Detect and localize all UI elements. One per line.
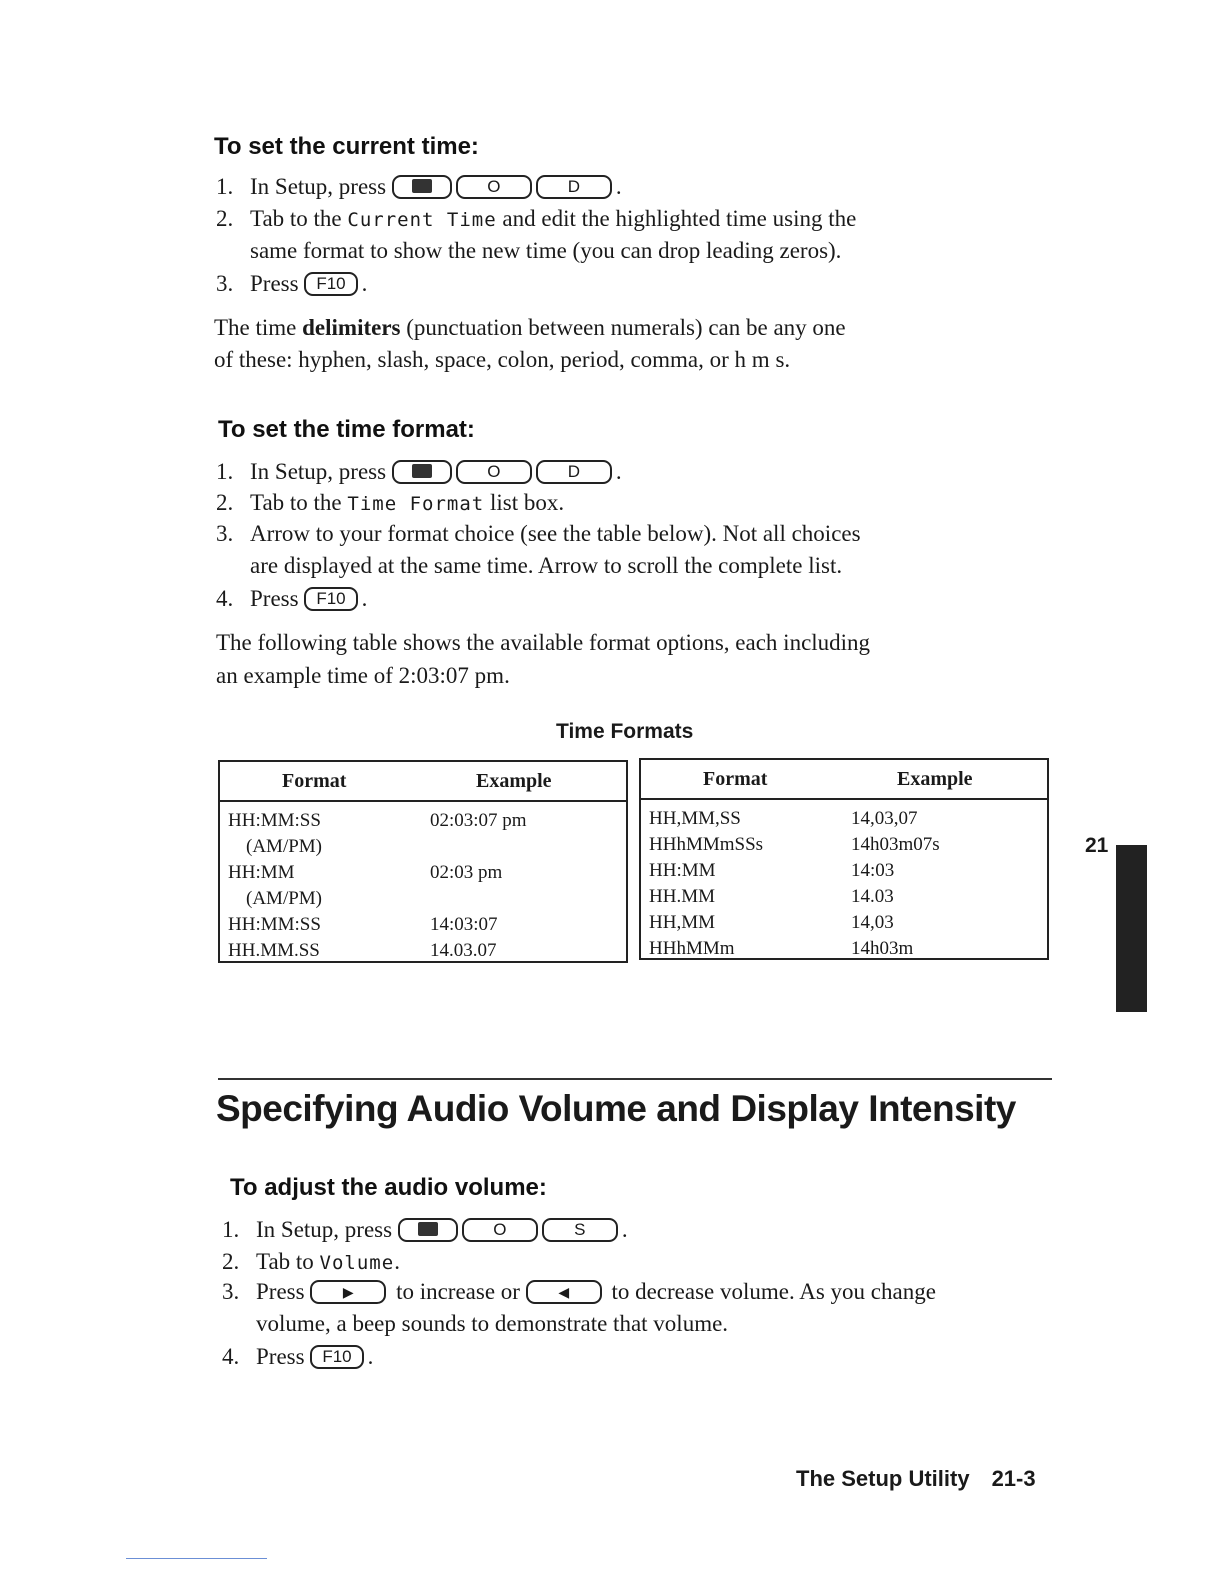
format-cell: HH:MM [649,860,716,881]
step-number: 1. [222,1217,240,1242]
table-row [220,912,626,938]
section-title: Specifying Audio Volume and Display Intensity [216,1088,1016,1129]
step-text: Press [256,1344,305,1369]
table-row [220,886,626,912]
time-format-step-4: 4. Press F10 . [216,583,367,615]
example-cell: 14:03 [851,860,895,881]
audio-step-3-cont: volume, a beep sounds to demonstrate that volume. [256,1311,729,1336]
step-number: 3. [216,271,234,296]
step-number: 2. [216,206,234,231]
time-formats-table-right [639,758,1049,960]
format-cell: (AM/PM) [246,888,323,909]
f10-key: F10 [304,272,357,296]
step-text: to decrease volume. As you change [611,1279,936,1304]
f10-key: F10 [304,587,357,611]
step-number: 2. [222,1249,240,1274]
time-formats-table-left [218,760,628,963]
d-key: D [536,175,612,199]
step-text: In Setup, press [250,174,387,199]
step-text: Press [250,586,299,611]
format-cell: HH:MM:SS [228,810,321,831]
footer-title: The Setup Utility [796,1466,970,1491]
current-time-step-1: 1. In Setup, press O D . [216,171,622,203]
example-cell: 14.03 [851,886,894,907]
table-row [641,806,1047,832]
step-text: Tab to [256,1249,314,1274]
step-text: list box. [489,490,565,515]
format-cell: HH,MM [649,912,715,933]
subheading-set-time-format: To set the time format: [218,416,475,443]
delimiters-paragraph-line-2: of these: hyphen, slash, space, colon, period, comma, or h m s. [214,347,791,372]
o-key: O [456,460,532,484]
step-number: 1. [216,459,234,484]
menu-key [392,460,452,484]
step-number: 4. [222,1344,240,1369]
format-cell: HH.MM.SS [228,940,320,961]
chapter-tab-number: 21 [1085,834,1109,857]
table-header [220,762,626,802]
scan-edge-line [126,1558,267,1559]
format-cell: HH:MM [228,862,295,883]
table-row [220,860,626,886]
step-text: Press [256,1279,305,1304]
step-text: Tab to the [250,490,342,515]
step-text: Press [250,271,299,296]
step-text: to increase or [396,1279,520,1304]
example-cell: 14,03 [851,912,894,933]
o-key: O [462,1218,538,1242]
delimiters-paragraph [214,312,846,344]
example-cell: 14h03m [851,938,914,959]
table-header [641,760,1047,800]
subheading-adjust-audio-volume: To adjust the audio volume: [230,1174,547,1201]
time-format-step-3-cont: are displayed at the same time. Arrow to scroll the complete list. [250,553,843,578]
audio-step-4: 4. Press F10 . [222,1341,373,1373]
table-body [641,800,1047,962]
right-arrow-key: ▶ [310,1280,386,1304]
example-cell: 14.03.07 [430,940,497,961]
time-format-step-1: 1. In Setup, press O D . [216,456,622,488]
table-row [641,910,1047,936]
table-row [220,808,626,834]
step-number: 2. [216,490,234,515]
time-format-step-3 [216,518,861,550]
audio-step-2: 2. Tab to Volume. [222,1246,400,1279]
left-arrow-key: ◀ [526,1280,602,1304]
example-cell: 14,03,07 [851,808,918,829]
audio-step-3 [222,1276,936,1308]
f10-key: F10 [310,1345,363,1369]
text: The time [214,315,297,340]
header-format: Format [282,770,347,792]
format-cell: HHhMMmSSs [649,834,764,855]
menu-key [398,1218,458,1242]
header-example: Example [476,770,552,792]
menu-icon [418,1222,438,1236]
s-key: S [542,1218,618,1242]
page-number: 21-3 [991,1466,1036,1491]
example-cell: 02:03 pm [430,862,503,883]
step-number: 3. [216,521,234,546]
field-name: Current Time [347,209,497,231]
table-row [641,858,1047,884]
step-number: 4. [216,586,234,611]
table-title: Time Formats [556,720,694,743]
format-cell: HH,MM,SS [649,808,741,829]
table-intro-line-1: The following table shows the available format options, each including [216,630,871,655]
step-text: Arrow to your format choice (see the table below). Not all choices [250,521,861,546]
table-row [641,936,1047,962]
text: (punctuation between numerals) can be any one [406,315,846,340]
menu-icon [412,464,432,478]
current-time-step-2 [216,203,856,236]
subheading-set-current-time: To set the current time: [214,133,479,160]
example-cell: 14h03m07s [851,834,940,855]
section-rule [218,1078,1052,1080]
d-key: D [536,460,612,484]
format-cell: HH:MM:SS [228,914,321,935]
page-footer [796,1466,1036,1492]
current-time-step-3: 3. Press F10 . [216,268,367,300]
field-name: Volume [319,1252,395,1274]
time-format-step-2 [216,487,564,520]
step-number: 1. [216,174,234,199]
table-row [641,884,1047,910]
example-cell: 14:03:07 [430,914,498,935]
table-body [220,802,626,964]
step-text: Tab to the [250,206,342,231]
table-row [220,834,626,860]
step-text: In Setup, press [256,1217,393,1242]
chapter-tab-bar [1116,845,1147,1012]
term-delimiters: delimiters [302,315,401,340]
format-cell: HHhMMm [649,938,735,959]
format-cell: HH.MM [649,886,715,907]
menu-icon [412,179,432,193]
step-text: In Setup, press [250,459,387,484]
table-intro-line-2: an example time of 2:03:07 pm. [216,663,510,688]
menu-key [392,175,452,199]
table-row [220,938,626,964]
step-text: and edit the highlighted time using the [502,206,857,231]
o-key: O [456,175,532,199]
header-format: Format [703,768,768,790]
audio-step-1: 1. In Setup, press O S . [222,1214,628,1246]
format-cell: (AM/PM) [246,836,323,857]
step-number: 3. [222,1279,240,1304]
table-row [641,832,1047,858]
example-cell: 02:03:07 pm [430,810,527,831]
header-example: Example [897,768,973,790]
current-time-step-2-cont: same format to show the new time (you can drop leading zeros). [250,238,842,263]
field-name: Time Format [347,493,485,515]
